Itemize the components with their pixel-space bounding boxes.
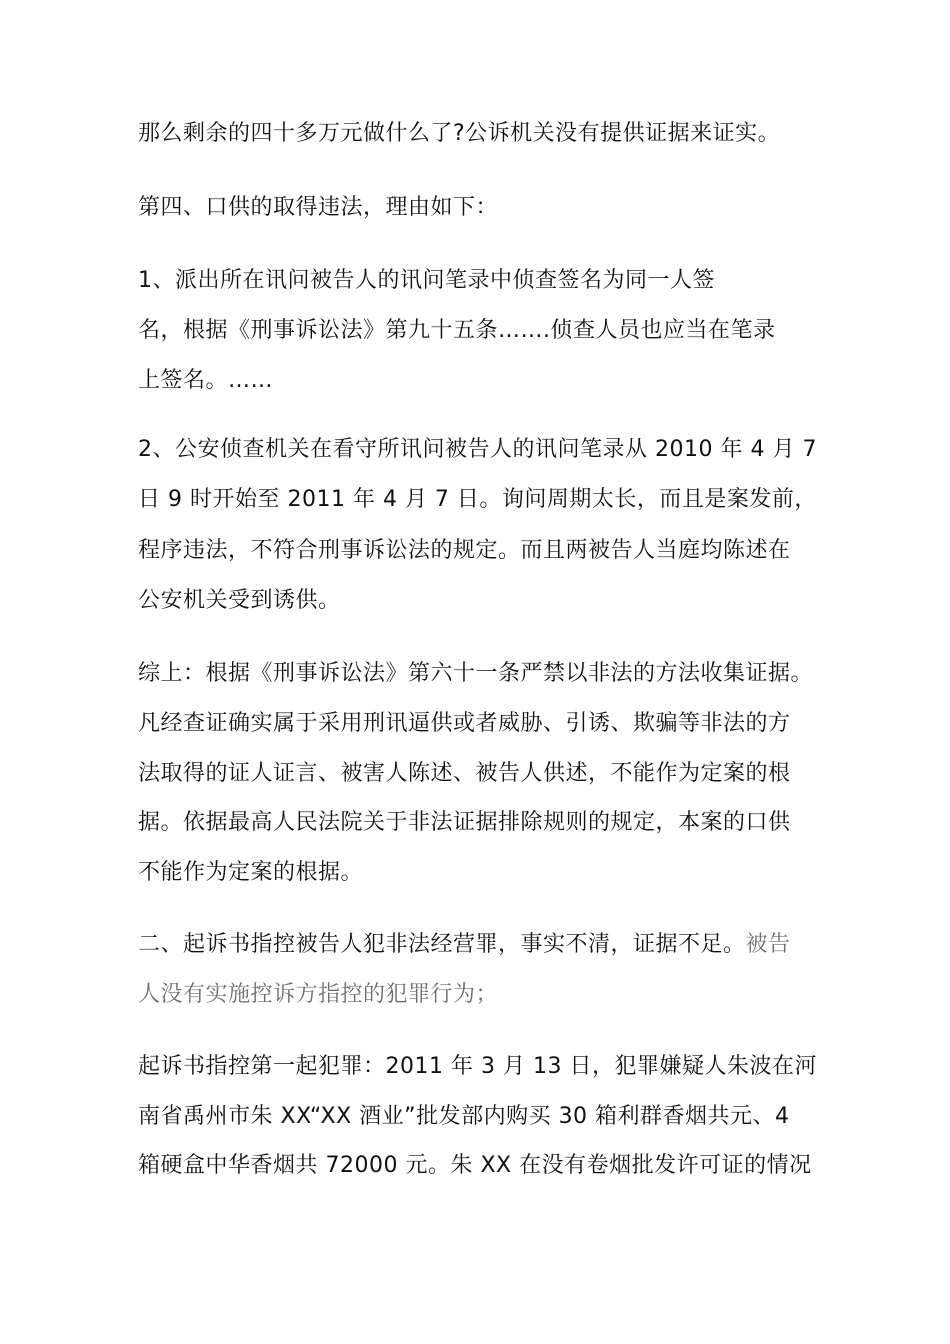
section-heading: 第四、口供的取得违法，理由如下： [138,195,499,220]
paragraph-line: 起诉书指控第一起犯罪：2011 年 3 月 13 日，犯罪嫌疑人朱波在河 [138,1054,817,1079]
highlighted-text: 人没有实施控诉方指控的犯罪行为； [138,982,499,1007]
paragraph-line: 上签名。…… [138,368,274,393]
paragraph-line: 综上：根据《刑事诉讼法》第六十一条严禁以非法的方法收集证据。 [138,661,814,686]
paragraph-line: 公安机关受到诱供。 [138,588,341,613]
paragraph-line [138,930,791,960]
highlighted-text: 被告 [745,932,791,957]
paragraph-line: 程序违法，不符合刑事诉讼法的规定。而且两被告人当庭均陈述在 [138,538,791,563]
paragraph-line: 法取得的证人证言、被害人陈述、被告人供述，不能作为定案的根 [138,761,791,786]
paragraph-line: 那么剩余的四十多万元做什么了?公诉机关没有提供证据来证实。 [138,121,781,146]
section-heading: 二、起诉书指控被告人犯非法经营罪，事实不清，证据不足。 [138,932,746,957]
paragraph-line: 南省禹州市朱 XX“XX 酒业”批发部内购买 30 箱利群香烟共元、4 [138,1104,790,1129]
paragraph-line: 1、派出所在讯问被告人的讯问笔录中侦查签名为同一人签 [138,268,715,293]
paragraph-line: 不能作为定案的根据。 [138,860,364,885]
paragraph-line: 名，根据《刑事诉讼法》第九十五条…….侦查人员也应当在笔录 [138,318,776,343]
paragraph-line: 2、公安侦查机关在看守所讯问被告人的讯问笔录从 2010 年 4 月 7 [138,437,817,462]
paragraph-line: 据。依据最高人民法院关于非法证据排除规则的规定，本案的口供 [138,810,791,835]
paragraph-line: 凡经查证确实属于采用刑讯逼供或者威胁、引诱、欺骗等非法的方 [138,711,791,736]
paragraph-line: 日 9 时开始至 2011 年 4 月 7 日。询问周期太长，而且是案发前， [138,487,817,512]
paragraph-line: 箱硬盒中华香烟共 72000 元。朱 XX 在没有卷烟批发许可证的情况 [138,1153,812,1178]
